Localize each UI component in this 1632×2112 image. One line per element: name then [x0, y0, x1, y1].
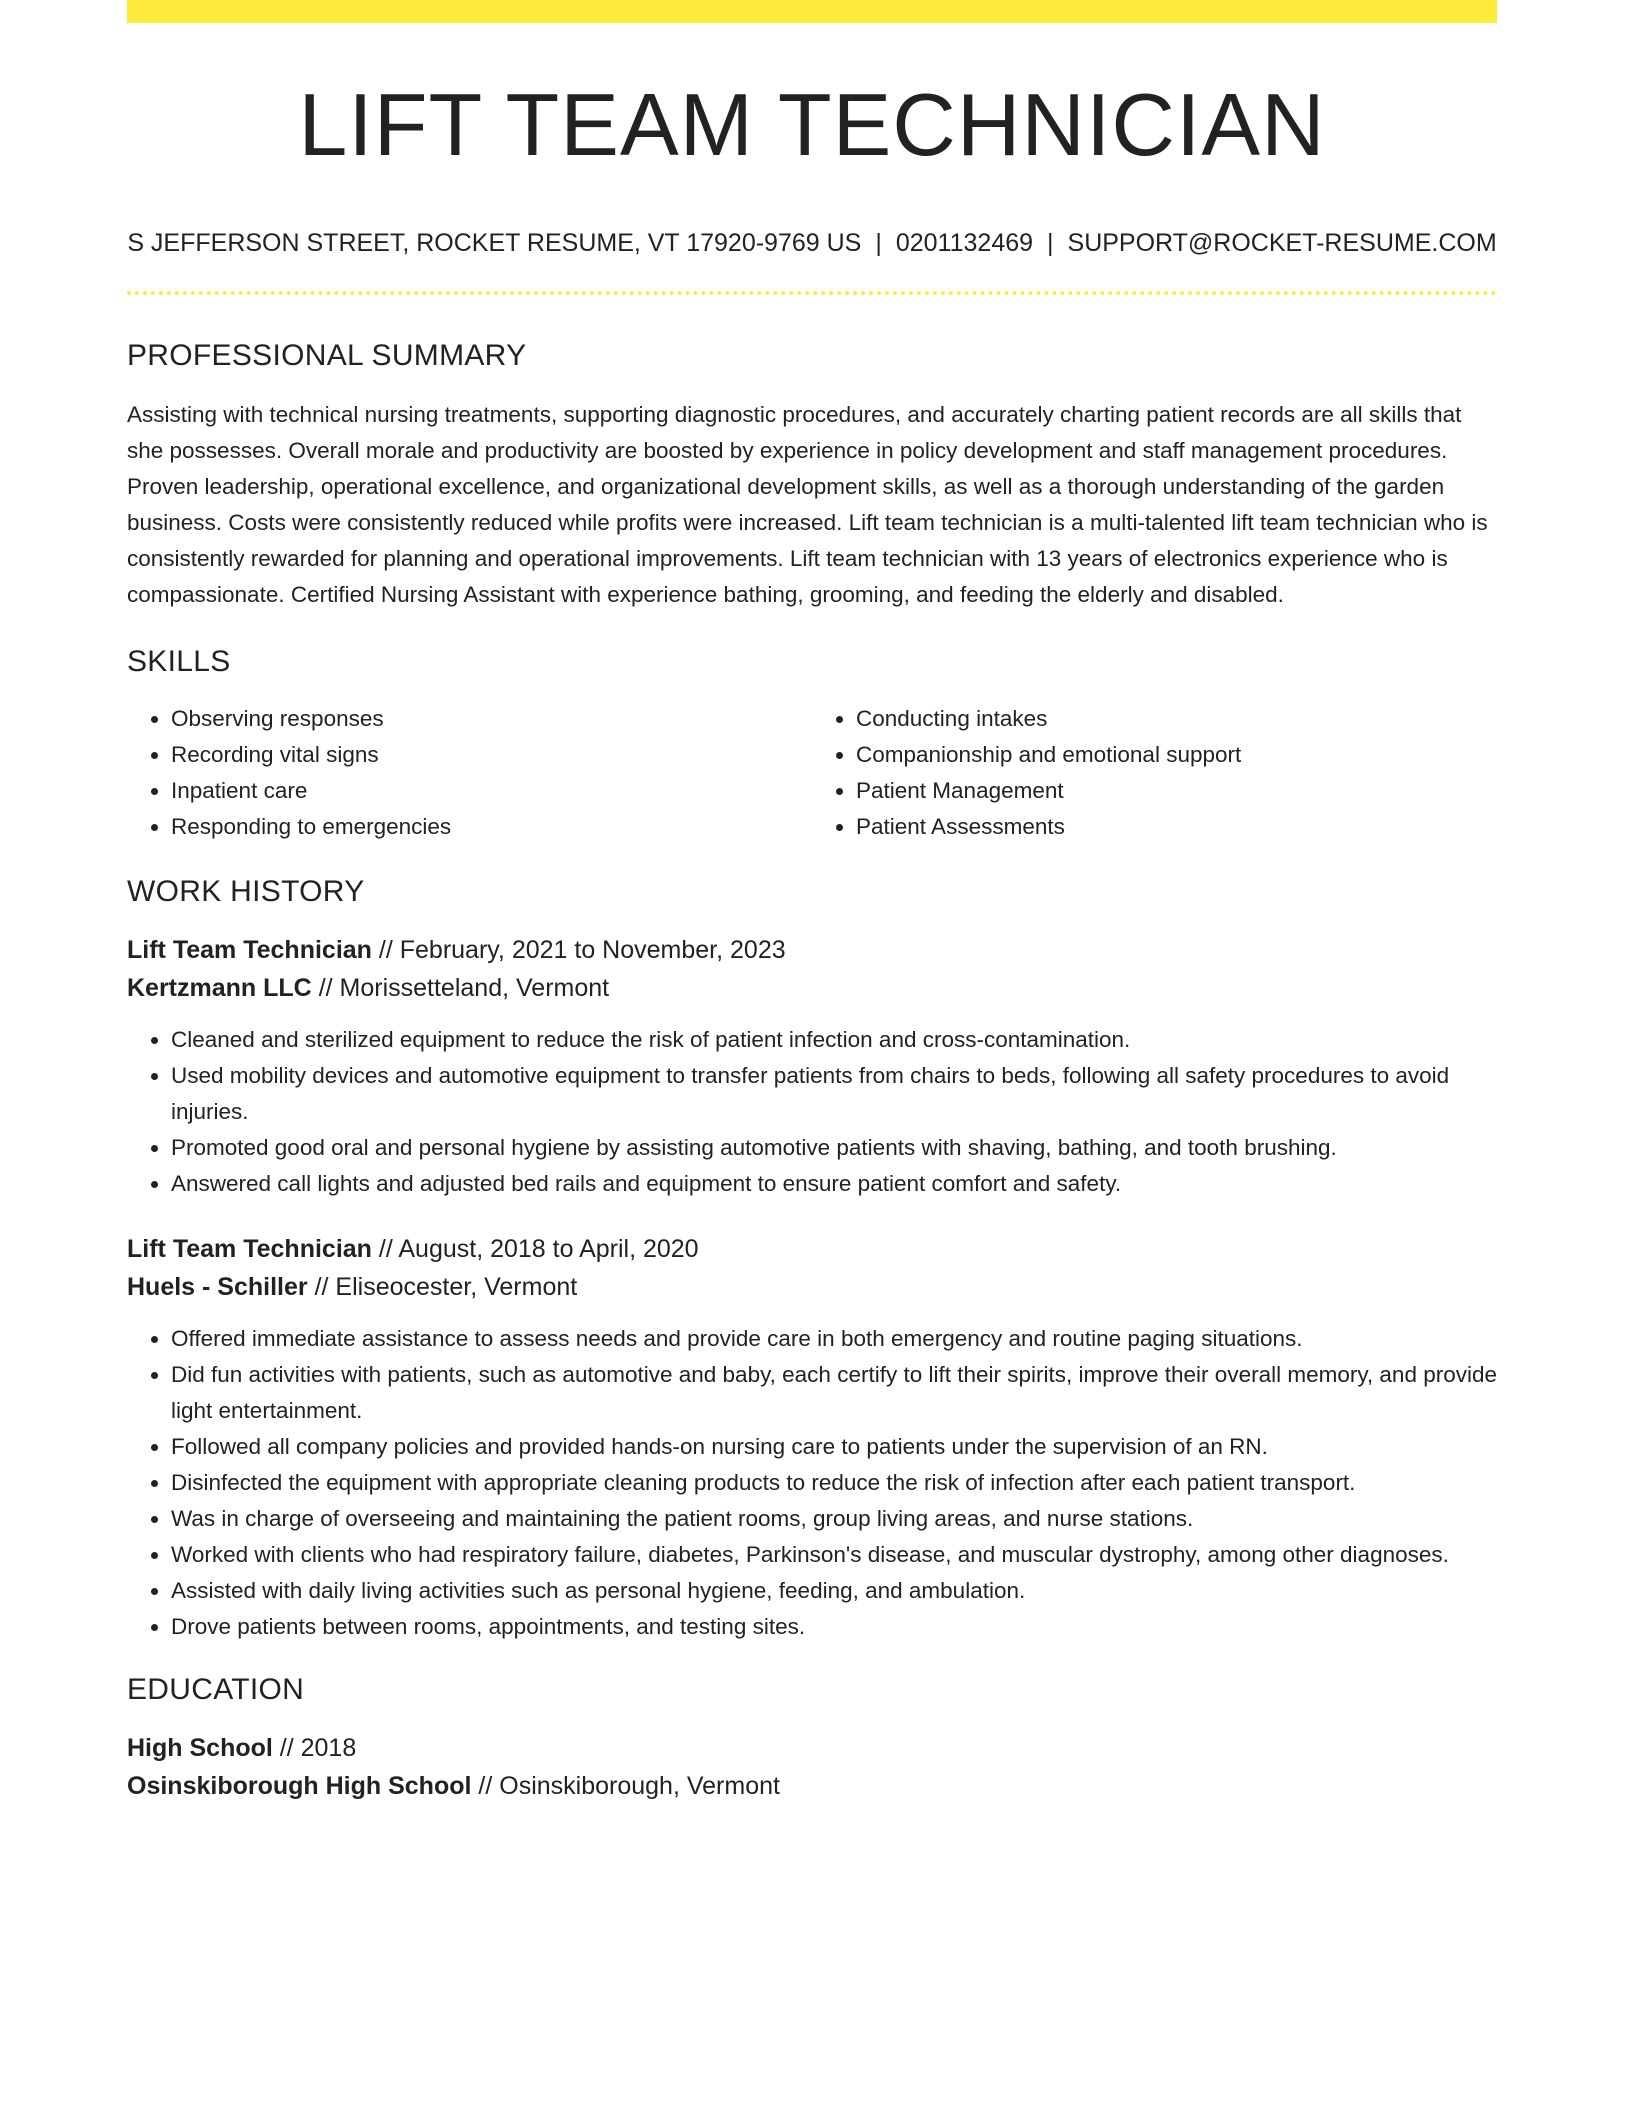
job-company: Kertzmann LLC — [127, 974, 312, 1002]
education-year: // 2018 — [279, 1734, 357, 1762]
resume-name: LIFT TEAM TECHNICIAN — [298, 75, 1326, 174]
education-heading: EDUCATION — [127, 1673, 305, 1706]
job-bullet: • Cleaned and sterilized equipment to reduce the risk of patient infection and cross-contamination. — [171, 1022, 1497, 1058]
job-company-line — [127, 969, 1497, 1007]
job-company: Huels - Schiller — [127, 1273, 308, 1301]
skill-item: • Patient Management — [856, 773, 1497, 809]
job-bullet: • Did fun activities with patients, such as automotive and baby, each certify to lift their spirits, improve their overall memory, and provide light entertainment. — [171, 1357, 1497, 1429]
job-entry — [127, 1230, 1497, 1645]
job-bullet: • Used mobility devices and automotive equipment to transfer patients from chairs to beds, following all safety procedures to avoid injuries. — [171, 1058, 1497, 1130]
job-bullet: • Disinfected the equipment with appropriate cleaning products to reduce the risk of infection after each patient transport. — [171, 1465, 1497, 1501]
job-bullet: • Promoted good oral and personal hygiene by assisting automotive patients with shaving, bathing, and tooth brushing. — [171, 1130, 1497, 1166]
skill-item: • Conducting intakes — [856, 701, 1497, 737]
education-degree-line — [127, 1729, 1497, 1767]
work-history-heading: WORK HISTORY — [127, 875, 365, 908]
contact-phone: 0201132469 — [895, 229, 1034, 257]
dotted-divider — [127, 291, 1497, 295]
job-bullet: • Assisted with daily living activities such as personal hygiene, feeding, and ambulation. — [171, 1573, 1497, 1609]
education-location: // Osinskiborough, Vermont — [478, 1772, 780, 1800]
job-location: // Eliseocester, Vermont — [314, 1273, 578, 1301]
education-school-line — [127, 1767, 1497, 1805]
job-bullets — [127, 1321, 1497, 1645]
education-school: Osinskiborough High School — [127, 1772, 472, 1800]
skills-grid — [127, 701, 1497, 845]
job-location: // Morissetteland, Vermont — [318, 974, 610, 1002]
job-role: Lift Team Technician — [127, 1235, 372, 1263]
skill-item: • Observing responses — [171, 701, 812, 737]
job-bullet: • Answered call lights and adjusted bed rails and equipment to ensure patient comfort and safety. — [171, 1166, 1497, 1202]
job-role-line — [127, 931, 1497, 969]
skill-item: • Responding to emergencies — [171, 809, 812, 845]
education-entry — [127, 1729, 1497, 1805]
job-bullet: • Worked with clients who had respiratory failure, diabetes, Parkinson's disease, and muscular dystrophy, among other diagnoses. — [171, 1537, 1497, 1573]
job-role: Lift Team Technician — [127, 936, 372, 964]
job-bullet: • Followed all company policies and provided hands-on nursing care to patients under the supervision of an RN. — [171, 1429, 1497, 1465]
job-bullets — [127, 1022, 1497, 1202]
education-degree: High School — [127, 1734, 273, 1762]
contact-email: SUPPORT@ROCKET-RESUME.COM — [1067, 229, 1497, 257]
job-dates: // August, 2018 to April, 2020 — [378, 1235, 699, 1263]
job-entry — [127, 931, 1497, 1202]
contact-separator: | — [1047, 229, 1054, 257]
accent-top-bar — [127, 0, 1497, 23]
skills-column-right — [812, 701, 1497, 845]
job-bullet: • Drove patients between rooms, appointments, and testing sites. — [171, 1609, 1497, 1645]
job-bullet: • Was in charge of overseeing and maintaining the patient rooms, group living areas, and nurse stations. — [171, 1501, 1497, 1537]
summary-heading: PROFESSIONAL SUMMARY — [127, 339, 527, 372]
skill-item: • Inpatient care — [171, 773, 812, 809]
contact-line — [127, 229, 1497, 258]
job-role-line — [127, 1230, 1497, 1268]
skills-heading: SKILLS — [127, 645, 231, 678]
contact-separator: | — [875, 229, 882, 257]
job-bullet: • Offered immediate assistance to assess needs and provide care in both emergency and routine paging situations. — [171, 1321, 1497, 1357]
job-dates: // February, 2021 to November, 2023 — [378, 936, 786, 964]
summary-text: Assisting with technical nursing treatments, supporting diagnostic procedures, and accurately charting patient records are all skills that she possesses. Overall morale and productivity are boosted by experience in policy development and staff management procedures. Proven leadership, operational excellence, and organizational development skills, as well as a thorough understanding of the garden business. Costs were consistently reduced while profits were increased. Lift team technician is a multi-talented lift team technician who is consistently rewarded for planning and operational improvements. Lift team technician with 13 years of electronics experience who is compassionate. Certified Nursing Assistant with experience bathing, grooming, and feeding the elderly and disabled. — [127, 402, 1488, 607]
contact-address: S JEFFERSON STREET, ROCKET RESUME, VT 17920-9769 US — [127, 229, 862, 257]
job-company-line — [127, 1268, 1497, 1306]
skill-item: • Recording vital signs — [171, 737, 812, 773]
resume-page — [127, 0, 1497, 1805]
skill-item: • Patient Assessments — [856, 809, 1497, 845]
skills-column-left — [127, 701, 812, 845]
skill-item: • Companionship and emotional support — [856, 737, 1497, 773]
